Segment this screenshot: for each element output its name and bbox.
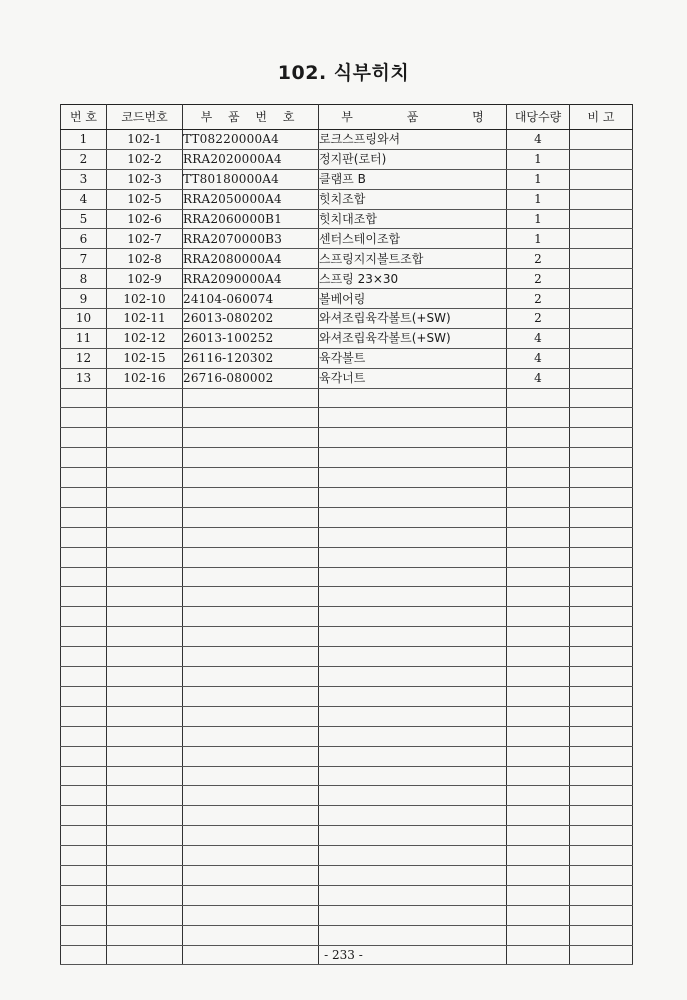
empty-table-row [61, 488, 633, 508]
empty-table-row [61, 587, 633, 607]
cell-no: 7 [61, 249, 107, 269]
cell-no [61, 488, 107, 508]
cell-name [319, 488, 507, 508]
cell-name [319, 726, 507, 746]
table-row [61, 149, 633, 169]
cell-name [319, 567, 507, 587]
cell-remark [570, 149, 633, 169]
cell-name [319, 408, 507, 428]
cell-no [61, 428, 107, 448]
cell-no [61, 448, 107, 468]
cell-name [319, 746, 507, 766]
cell-code: 102-1 [107, 130, 183, 150]
cell-name [319, 766, 507, 786]
cell-part-no [183, 925, 319, 945]
cell-code [107, 885, 183, 905]
cell-qty [507, 667, 570, 687]
page-title: 102. 식부히치 [277, 62, 410, 84]
empty-table-row [61, 865, 633, 885]
empty-table-row [61, 388, 633, 408]
cell-qty [507, 925, 570, 945]
cell-name [319, 507, 507, 527]
table-row [61, 229, 633, 249]
cell-name [319, 468, 507, 488]
cell-code: 102-7 [107, 229, 183, 249]
cell-remark [570, 806, 633, 826]
cell-qty: 2 [507, 249, 570, 269]
cell-part-no [183, 686, 319, 706]
cell-part-no [183, 706, 319, 726]
cell-remark [570, 468, 633, 488]
cell-remark [570, 607, 633, 627]
cell-part-no [183, 468, 319, 488]
cell-remark [570, 587, 633, 607]
cell-no [61, 766, 107, 786]
cell-part-no: TT08220000A4 [183, 130, 319, 150]
header-code: 코드번호 [107, 105, 183, 130]
cell-no: 2 [61, 149, 107, 169]
cell-remark [570, 527, 633, 547]
cell-remark [570, 189, 633, 209]
cell-qty [507, 408, 570, 428]
cell-no [61, 547, 107, 567]
cell-no [61, 667, 107, 687]
cell-no: 3 [61, 169, 107, 189]
cell-no: 5 [61, 209, 107, 229]
cell-remark [570, 269, 633, 289]
cell-remark [570, 408, 633, 428]
cell-qty [507, 885, 570, 905]
cell-no [61, 826, 107, 846]
cell-part-no: RRA2070000B3 [183, 229, 319, 249]
cell-no [61, 507, 107, 527]
empty-table-row [61, 746, 633, 766]
empty-table-row [61, 706, 633, 726]
cell-code: 102-2 [107, 149, 183, 169]
cell-qty [507, 468, 570, 488]
cell-remark [570, 488, 633, 508]
cell-name: 힛치조합 [319, 189, 507, 209]
cell-part-no: 24104-060074 [183, 289, 319, 309]
header-no: 번 호 [61, 105, 107, 130]
empty-table-row [61, 408, 633, 428]
cell-no [61, 388, 107, 408]
cell-part-no [183, 567, 319, 587]
cell-no [61, 607, 107, 627]
cell-name [319, 806, 507, 826]
cell-remark [570, 925, 633, 945]
cell-remark [570, 746, 633, 766]
cell-name [319, 527, 507, 547]
cell-qty [507, 428, 570, 448]
cell-remark [570, 249, 633, 269]
table-row [61, 130, 633, 150]
cell-name [319, 686, 507, 706]
cell-part-no: 26716-080002 [183, 368, 319, 388]
cell-part-no [183, 726, 319, 746]
cell-code: 102-6 [107, 209, 183, 229]
cell-remark [570, 428, 633, 448]
cell-no: 4 [61, 189, 107, 209]
cell-part-no [183, 408, 319, 428]
table-row [61, 348, 633, 368]
cell-name [319, 428, 507, 448]
cell-remark [570, 209, 633, 229]
empty-table-row [61, 726, 633, 746]
cell-remark [570, 130, 633, 150]
cell-no [61, 468, 107, 488]
table-body [61, 130, 633, 965]
cell-code [107, 627, 183, 647]
table-row [61, 269, 633, 289]
cell-remark [570, 547, 633, 567]
cell-no [61, 587, 107, 607]
cell-no [61, 786, 107, 806]
cell-part-no: 26013-080202 [183, 309, 319, 329]
cell-no [61, 905, 107, 925]
cell-code: 102-5 [107, 189, 183, 209]
cell-part-no [183, 627, 319, 647]
cell-name: 볼베어링 [319, 289, 507, 309]
cell-code: 102-9 [107, 269, 183, 289]
cell-remark [570, 309, 633, 329]
cell-part-no [183, 766, 319, 786]
cell-code [107, 527, 183, 547]
cell-remark [570, 706, 633, 726]
cell-remark [570, 726, 633, 746]
cell-code [107, 726, 183, 746]
cell-qty [507, 905, 570, 925]
cell-qty [507, 547, 570, 567]
cell-no: 13 [61, 368, 107, 388]
empty-table-row [61, 547, 633, 567]
empty-table-row [61, 925, 633, 945]
cell-part-no [183, 667, 319, 687]
cell-part-no [183, 488, 319, 508]
cell-qty [507, 607, 570, 627]
cell-code: 102-16 [107, 368, 183, 388]
table-row [61, 189, 633, 209]
cell-no [61, 806, 107, 826]
cell-part-no: 26116-120302 [183, 348, 319, 368]
cell-qty: 1 [507, 229, 570, 249]
cell-part-no [183, 865, 319, 885]
cell-no [61, 408, 107, 428]
cell-remark [570, 905, 633, 925]
cell-remark [570, 567, 633, 587]
cell-qty [507, 527, 570, 547]
cell-no [61, 746, 107, 766]
cell-part-no [183, 507, 319, 527]
cell-qty: 2 [507, 309, 570, 329]
cell-remark [570, 289, 633, 309]
cell-name [319, 706, 507, 726]
cell-part-no [183, 428, 319, 448]
empty-table-row [61, 627, 633, 647]
cell-code [107, 746, 183, 766]
cell-no [61, 885, 107, 905]
cell-remark [570, 229, 633, 249]
cell-no [61, 567, 107, 587]
cell-name [319, 587, 507, 607]
cell-remark [570, 786, 633, 806]
cell-code [107, 865, 183, 885]
cell-qty [507, 627, 570, 647]
cell-code [107, 826, 183, 846]
cell-qty: 1 [507, 149, 570, 169]
cell-part-no: RRA2050000A4 [183, 189, 319, 209]
cell-code: 102-12 [107, 328, 183, 348]
cell-name: 스프링 23×30 [319, 269, 507, 289]
cell-name: 와셔조립육각볼트(+SW) [319, 309, 507, 329]
cell-code [107, 686, 183, 706]
cell-code: 102-3 [107, 169, 183, 189]
cell-qty [507, 826, 570, 846]
cell-no [61, 726, 107, 746]
cell-part-no [183, 786, 319, 806]
cell-qty: 2 [507, 269, 570, 289]
cell-part-no [183, 806, 319, 826]
empty-table-row [61, 905, 633, 925]
empty-table-row [61, 527, 633, 547]
cell-name [319, 667, 507, 687]
cell-name: 클램프 B [319, 169, 507, 189]
cell-remark [570, 686, 633, 706]
cell-qty [507, 388, 570, 408]
cell-name [319, 607, 507, 627]
page-number: - 233 - [324, 948, 363, 962]
cell-name: 로크스프링와셔 [319, 130, 507, 150]
empty-table-row [61, 428, 633, 448]
cell-name: 스프링지지볼트조합 [319, 249, 507, 269]
empty-table-row [61, 766, 633, 786]
cell-code [107, 507, 183, 527]
cell-code [107, 567, 183, 587]
cell-no [61, 627, 107, 647]
cell-name [319, 925, 507, 945]
cell-remark [570, 667, 633, 687]
cell-qty [507, 587, 570, 607]
cell-no: 9 [61, 289, 107, 309]
cell-part-no [183, 547, 319, 567]
cell-name: 센터스테이조합 [319, 229, 507, 249]
cell-qty [507, 806, 570, 826]
cell-qty [507, 865, 570, 885]
cell-code [107, 587, 183, 607]
cell-name [319, 786, 507, 806]
empty-table-row [61, 448, 633, 468]
table-header-row [61, 105, 633, 130]
cell-name: 육각볼트 [319, 348, 507, 368]
table-row [61, 368, 633, 388]
cell-name [319, 905, 507, 925]
cell-no: 10 [61, 309, 107, 329]
cell-code: 102-11 [107, 309, 183, 329]
empty-table-row [61, 468, 633, 488]
cell-part-no: RRA2090000A4 [183, 269, 319, 289]
cell-code [107, 448, 183, 468]
cell-part-no: TT80180000A4 [183, 169, 319, 189]
cell-no [61, 846, 107, 866]
cell-part-no [183, 607, 319, 627]
cell-no [61, 686, 107, 706]
cell-code [107, 428, 183, 448]
cell-qty [507, 448, 570, 468]
cell-part-no [183, 846, 319, 866]
table-row [61, 209, 633, 229]
cell-code [107, 667, 183, 687]
cell-remark [570, 169, 633, 189]
cell-qty [507, 686, 570, 706]
cell-qty [507, 507, 570, 527]
empty-table-row [61, 647, 633, 667]
cell-code [107, 706, 183, 726]
cell-remark [570, 507, 633, 527]
cell-code [107, 488, 183, 508]
cell-remark [570, 348, 633, 368]
cell-code [107, 905, 183, 925]
cell-remark [570, 448, 633, 468]
cell-name [319, 647, 507, 667]
cell-qty: 1 [507, 209, 570, 229]
cell-remark [570, 647, 633, 667]
cell-code [107, 786, 183, 806]
empty-table-row [61, 846, 633, 866]
cell-part-no: 26013-100252 [183, 328, 319, 348]
empty-table-row [61, 607, 633, 627]
cell-remark [570, 368, 633, 388]
cell-name [319, 885, 507, 905]
cell-qty: 4 [507, 130, 570, 150]
cell-qty: 4 [507, 368, 570, 388]
cell-code: 102-8 [107, 249, 183, 269]
cell-part-no [183, 587, 319, 607]
cell-remark [570, 328, 633, 348]
cell-remark [570, 826, 633, 846]
header-remark: 비 고 [570, 105, 633, 130]
cell-code [107, 647, 183, 667]
parts-table [60, 104, 633, 965]
cell-no: 1 [61, 130, 107, 150]
empty-table-row [61, 507, 633, 527]
cell-code [107, 388, 183, 408]
cell-name: 힛치대조합 [319, 209, 507, 229]
cell-qty: 1 [507, 169, 570, 189]
cell-part-no [183, 527, 319, 547]
cell-qty [507, 786, 570, 806]
cell-no [61, 925, 107, 945]
cell-qty [507, 567, 570, 587]
table-row [61, 328, 633, 348]
cell-qty: 2 [507, 289, 570, 309]
cell-code [107, 806, 183, 826]
cell-name: 육각너트 [319, 368, 507, 388]
table-row [61, 309, 633, 329]
cell-remark [570, 885, 633, 905]
cell-no [61, 865, 107, 885]
cell-name [319, 846, 507, 866]
cell-qty: 4 [507, 348, 570, 368]
cell-qty [507, 647, 570, 667]
cell-code [107, 408, 183, 428]
cell-qty: 1 [507, 189, 570, 209]
cell-part-no: RRA2080000A4 [183, 249, 319, 269]
cell-no [61, 647, 107, 667]
cell-remark [570, 388, 633, 408]
cell-no [61, 527, 107, 547]
cell-name [319, 448, 507, 468]
cell-name [319, 826, 507, 846]
empty-table-row [61, 885, 633, 905]
cell-remark [570, 766, 633, 786]
header-qty: 대당수량 [507, 105, 570, 130]
cell-part-no: RRA2020000A4 [183, 149, 319, 169]
cell-qty [507, 706, 570, 726]
cell-code [107, 468, 183, 488]
empty-table-row [61, 786, 633, 806]
cell-part-no [183, 647, 319, 667]
cell-no: 8 [61, 269, 107, 289]
cell-no: 12 [61, 348, 107, 368]
table-row [61, 289, 633, 309]
cell-name: 정지판(로터) [319, 149, 507, 169]
empty-table-row [61, 667, 633, 687]
empty-table-row [61, 686, 633, 706]
header-name: 부 품 명 [319, 105, 507, 130]
cell-part-no: RRA2060000B1 [183, 209, 319, 229]
cell-name: 와셔조립육각볼트(+SW) [319, 328, 507, 348]
cell-qty: 4 [507, 328, 570, 348]
cell-qty [507, 746, 570, 766]
cell-qty [507, 766, 570, 786]
table-row [61, 169, 633, 189]
cell-part-no [183, 885, 319, 905]
header-part-no: 부 품 번 호 [183, 105, 319, 130]
empty-table-row [61, 806, 633, 826]
cell-code [107, 925, 183, 945]
cell-part-no [183, 388, 319, 408]
empty-table-row [61, 826, 633, 846]
cell-qty [507, 488, 570, 508]
cell-name [319, 547, 507, 567]
cell-remark [570, 627, 633, 647]
cell-remark [570, 865, 633, 885]
cell-no [61, 706, 107, 726]
table-row [61, 249, 633, 269]
empty-table-row [61, 567, 633, 587]
cell-part-no [183, 905, 319, 925]
cell-part-no [183, 448, 319, 468]
cell-no: 11 [61, 328, 107, 348]
cell-remark [570, 846, 633, 866]
cell-code [107, 607, 183, 627]
cell-part-no [183, 746, 319, 766]
cell-code [107, 846, 183, 866]
cell-code: 102-10 [107, 289, 183, 309]
cell-name [319, 388, 507, 408]
cell-name [319, 865, 507, 885]
cell-qty [507, 846, 570, 866]
cell-part-no [183, 826, 319, 846]
cell-code [107, 547, 183, 567]
cell-no: 6 [61, 229, 107, 249]
cell-name [319, 627, 507, 647]
cell-code [107, 766, 183, 786]
cell-qty [507, 726, 570, 746]
cell-code: 102-15 [107, 348, 183, 368]
